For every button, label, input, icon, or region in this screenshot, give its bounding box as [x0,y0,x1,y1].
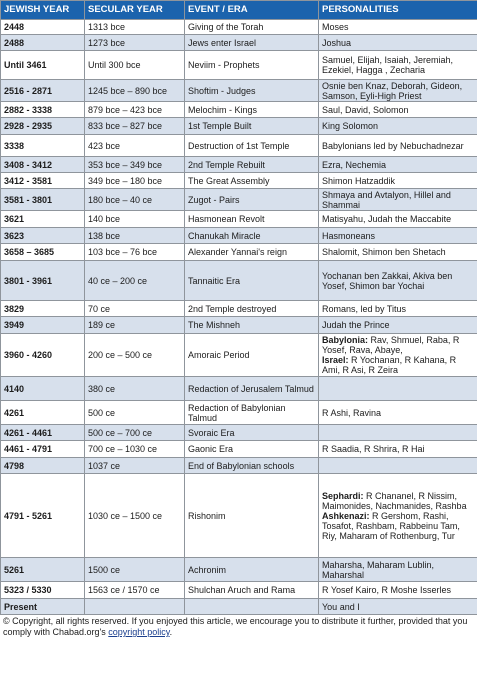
event-era-cell: End of Babylonian schools [185,458,319,474]
event-era-cell: Melochim - Kings [185,102,319,118]
jewish-year-cell: 4140 [1,377,85,401]
personalities-text: Shalomit, Shimon ben Shetach [322,247,446,257]
secular-year-cell: 879 bce – 423 bce [85,102,185,118]
personalities-text: Shmaya and Avtalyon, Hillel and Shammai [322,189,451,210]
personalities-entry [322,190,474,210]
personalities-entry [322,105,474,115]
jewish-year-cell: 2882 - 3338 [1,102,85,118]
personalities-text: R Gershom, Rashi, Tosafot, Rashbam, Rabbeinu Tam, Riy, Maharam of Rothenburg, Tur [322,510,460,541]
secular-year-cell: 1563 ce / 1570 ce [85,582,185,599]
header-jewish-year: JEWISH YEAR [1,1,85,20]
personalities-cell [319,425,477,441]
table-row [1,441,477,458]
personalities-entry [322,511,474,541]
event-era-cell: Svoraic Era [185,425,319,441]
personalities-entry [322,38,474,48]
table-row [1,377,477,401]
jewish-year-cell: Until 3461 [1,51,85,80]
personalities-entry [322,160,474,170]
jewish-year-cell: 4261 [1,401,85,425]
personalities-entry [322,355,474,375]
personalities-text: Judah the Prince [322,320,390,330]
table-row [1,334,477,377]
personalities-entry [322,335,474,355]
table-row [1,35,477,51]
jewish-year-cell: 2448 [1,20,85,35]
personalities-entry [322,304,474,314]
personalities-entry [322,271,474,291]
table-row [1,244,477,261]
jewish-year-cell: 3623 [1,228,85,244]
personalities-cell [319,244,477,261]
personalities-cell [319,401,477,425]
personalities-text: You and I [322,601,360,612]
secular-year-cell: 349 bce – 180 bce [85,173,185,189]
event-era-cell: The Mishneh [185,317,319,334]
jewish-year-cell: 3621 [1,211,85,228]
personalities-cell [319,458,477,474]
jewish-year-cell: 2928 - 2935 [1,118,85,135]
event-era-cell: Achronim [185,558,319,582]
secular-year-cell: 140 bce [85,211,185,228]
table-row [1,173,477,189]
secular-year-cell: 500 ce – 700 ce [85,425,185,441]
table-row [1,80,477,102]
table-row [1,558,477,582]
secular-year-cell: 1273 bce [85,35,185,51]
secular-year-cell: 700 ce – 1030 ce [85,441,185,458]
jewish-year-cell: 4461 - 4791 [1,441,85,458]
secular-year-cell: 138 bce [85,228,185,244]
jewish-year-cell: 4798 [1,458,85,474]
secular-year-cell: 180 bce – 40 ce [85,189,185,211]
event-era-cell: Shulchan Aruch and Rama [185,582,319,599]
jewish-year-cell: 3801 - 3961 [1,261,85,301]
table-row [1,261,477,301]
event-era-cell: Redaction of Babylonian Talmud [185,401,319,425]
secular-year-cell: Until 300 bce [85,51,185,80]
secular-year-cell: 1037 ce [85,458,185,474]
personalities-entry [322,214,474,224]
personalities-entry [322,247,474,257]
personalities-text: Maharsha, Maharam Lublin, Maharshal [322,559,435,580]
copyright-policy-link[interactable]: copyright policy [108,627,170,637]
personalities-cell [319,80,477,102]
region-label: Sephardi: [322,490,364,501]
personalities-text: Babylonians led by Nebuchadnezar [322,140,464,151]
event-era-cell: Hasmonean Revolt [185,211,319,228]
event-era-cell [185,599,319,615]
personalities-entry [322,141,474,151]
region-label: Babylonia: [322,335,369,345]
table-row [1,599,477,615]
personalities-text: Saul, David, Solomon [322,104,409,115]
event-era-cell: 2nd Temple Rebuilt [185,157,319,173]
personalities-text: R Yosef Kairo, R Moshe Isserles [322,585,452,595]
personalities-cell [319,228,477,244]
event-era-cell: Zugot - Pairs [185,189,319,211]
personalities-text: Shimon Hatzaddik [322,175,396,186]
event-era-cell: Giving of the Torah [185,20,319,35]
table-row [1,301,477,317]
secular-year-cell: 833 bce – 827 bce [85,118,185,135]
header-event-era: EVENT / ERA [185,1,319,20]
personalities-text: Samuel, Elijah, Isaiah, Jeremiah, Ezekiel, Hagga , Zecharia [322,55,454,75]
personalities-text: R Yochanan, R Kahana, R Ami, R Asi, R Zeira [322,355,457,375]
personalities-cell [319,334,477,377]
secular-year-cell: 380 ce [85,377,185,401]
secular-year-cell: 353 bce – 349 bce [85,157,185,173]
personalities-cell [319,173,477,189]
personalities-entry [322,491,474,511]
table-row [1,118,477,135]
table-row [1,135,477,157]
table-row [1,458,477,474]
jewish-year-cell: Present [1,599,85,615]
personalities-cell [319,599,477,615]
secular-year-cell: 1313 bce [85,20,185,35]
personalities-cell [319,558,477,582]
personalities-text: Matisyahu, Judah the Maccabite [322,214,452,224]
secular-year-cell: 423 bce [85,135,185,157]
jewish-year-cell: 3960 - 4260 [1,334,85,377]
table-row [1,425,477,441]
secular-year-cell: 1500 ce [85,558,185,582]
personalities-cell [319,582,477,599]
header-personalities: PERSONALITIES [319,1,477,20]
jewish-year-cell: 4261 - 4461 [1,425,85,441]
copyright-text: © Copyright, all rights reserved. If you enjoyed this article, we encourage you to distribute it further, provided that you comply with Chabad.org's [3,616,468,637]
personalities-entry [322,55,474,75]
personalities-cell [319,118,477,135]
personalities-entry [322,81,474,101]
secular-year-cell: 1030 ce – 1500 ce [85,474,185,558]
jewish-year-cell: 2488 [1,35,85,51]
table-row [1,51,477,80]
jewish-year-cell: 4791 - 5261 [1,474,85,558]
secular-year-cell: 1245 bce – 890 bce [85,80,185,102]
jewish-year-cell: 2516 - 2871 [1,80,85,102]
table-row [1,157,477,173]
personalities-cell [319,211,477,228]
table-row [1,401,477,425]
event-era-cell: Neviim - Prophets [185,51,319,80]
personalities-entry [322,408,474,418]
event-era-cell: Rishonim [185,474,319,558]
table-row [1,20,477,35]
personalities-cell [319,377,477,401]
personalities-text: R Ashi, Ravina [322,407,382,418]
event-era-cell: Tannaitic Era [185,261,319,301]
header-row [1,1,477,20]
personalities-text: King Solomon [322,121,379,131]
jewish-year-cell: 3829 [1,301,85,317]
secular-year-cell: 40 ce – 200 ce [85,261,185,301]
event-era-cell: Redaction of Jerusalem Talmud [185,377,319,401]
personalities-text: R Chananel, R Nissim, Maimonides, Nachmanides, Rashba [322,490,467,511]
event-era-cell: Amoraic Period [185,334,319,377]
secular-year-cell: 200 ce – 500 ce [85,334,185,377]
jewish-year-cell: 3658 – 3685 [1,244,85,261]
event-era-cell: 2nd Temple destroyed [185,301,319,317]
personalities-cell [319,474,477,558]
table-row [1,474,477,558]
personalities-entry [322,320,474,330]
jewish-year-cell: 3581 - 3801 [1,189,85,211]
personalities-text: Joshua [322,37,352,48]
personalities-entry [322,231,474,241]
secular-year-cell: 70 ce [85,301,185,317]
event-era-cell: Alexander Yannai's reign [185,244,319,261]
personalities-cell [319,317,477,334]
personalities-text: Yochanan ben Zakkai, Akiva ben Yosef, Shimon bar Yochai [322,270,453,291]
event-era-cell: 1st Temple Built [185,118,319,135]
personalities-cell [319,102,477,118]
secular-year-cell: 103 bce – 76 bce [85,244,185,261]
personalities-cell [319,189,477,211]
jewish-year-cell: 3949 [1,317,85,334]
jewish-year-cell: 5323 / 5330 [1,582,85,599]
region-label: Israel: [322,355,349,365]
personalities-cell [319,20,477,35]
personalities-entry [322,121,474,131]
personalities-entry [322,602,474,612]
table-row [1,582,477,599]
header-secular-year: SECULAR YEAR [85,1,185,20]
personalities-text: R Saadia, R Shrira, R Hai [322,444,425,454]
event-era-cell: Jews enter Israel [185,35,319,51]
personalities-entry [322,560,474,580]
secular-year-cell: 500 ce [85,401,185,425]
personalities-text: Romans, led by Titus [322,303,407,314]
personalities-cell [319,51,477,80]
personalities-cell [319,157,477,173]
personalities-text: Rav, Shmuel, Raba, R Yosef, Rava, Abaye, [322,335,460,355]
secular-year-cell [85,599,185,615]
personalities-entry [322,176,474,186]
event-era-cell: Gaonic Era [185,441,319,458]
personalities-text: Ezra, Nechemia [322,159,387,170]
personalities-cell [319,261,477,301]
jewish-year-cell: 3408 - 3412 [1,157,85,173]
table-row [1,317,477,334]
event-era-cell: Chanukah Miracle [185,228,319,244]
table-row [1,228,477,244]
region-label: Ashkenazi: [322,510,370,521]
personalities-entry [322,444,474,454]
personalities-entry [322,22,474,32]
table-row [1,211,477,228]
copyright-end: . [169,627,173,637]
personalities-cell [319,441,477,458]
jewish-year-cell: 3338 [1,135,85,157]
event-era-cell: Destruction of 1st Temple [185,135,319,157]
personalities-text: Osnie ben Knaz, Deborah, Gideon, Samson, Eyli-High Priest [322,80,463,101]
personalities-cell [319,135,477,157]
personalities-cell [319,301,477,317]
secular-year-cell: 189 ce [85,317,185,334]
table-row [1,102,477,118]
event-era-cell: Shoftim - Judges [185,80,319,102]
table-row [1,189,477,211]
jewish-year-cell: 3412 - 3581 [1,173,85,189]
personalities-entry [322,585,474,595]
personalities-text: Moses [322,22,349,32]
personalities-cell [319,35,477,51]
personalities-text: Hasmoneans [322,230,376,241]
event-era-cell: The Great Assembly [185,173,319,189]
jewish-year-cell: 5261 [1,558,85,582]
copyright-footer [0,615,477,638]
